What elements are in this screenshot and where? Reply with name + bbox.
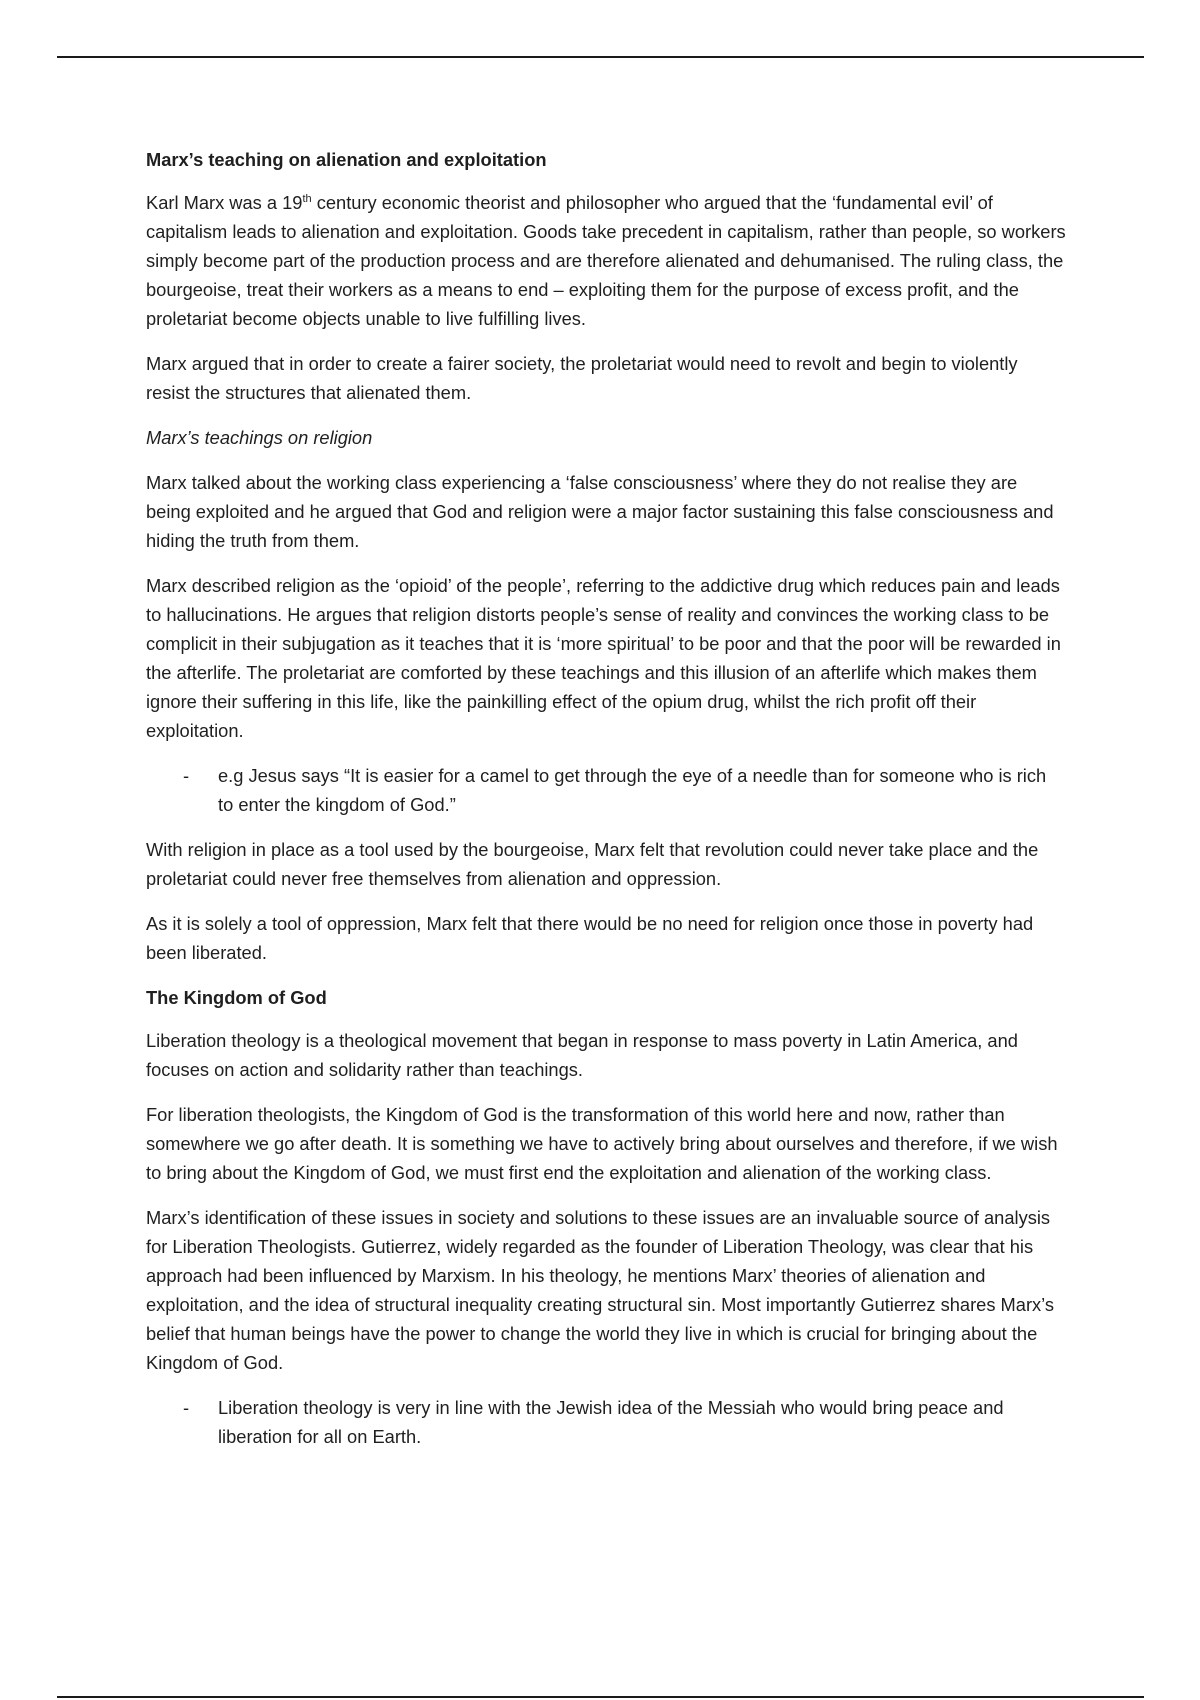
bullet-marker: - xyxy=(183,765,190,786)
paragraph-kingdom-transformation: For liberation theologists, the Kingdom of God is the transformation of this world here and now, rather than somewhere we go after death. It is something we have to actively bring about ourselves and therefore, if we wish to bring about the Kingdom of God, we must first end the exploitation and alienation of the working class. xyxy=(146,1104,1058,1183)
paragraph-marx-intro xyxy=(146,188,1066,333)
bullet-marker: - xyxy=(183,1397,190,1418)
bullet-text: Liberation theology is very in line with the Jewish idea of the Messiah who would bring peace and liberation for all on Earth. xyxy=(218,1397,1004,1447)
bullet-text: e.g Jesus says “It is easier for a camel to get through the eye of a needle than for someone who is rich to enter the kingdom of God.” xyxy=(218,765,1047,815)
paragraph-opioid: Marx described religion as the ‘opioid’ of the people’, referring to the addictive drug which reduces pain and leads to hallucinations. He argues that religion distorts people’s sense of reality and convinces the working class to be complicit in their subjugation as it teaches that it is ‘more spiritual’ to be poor and that the poor will be rewarded in the afterlife. The proletariat are comforted by these teachings and this illusion of an afterlife which makes them ignore their suffering in this life, like the painkilling effect of the opium drug, whilst the rich profit off their exploitation. xyxy=(146,575,1061,741)
paragraph-gutierrez: Marx’s identification of these issues in society and solutions to these issues are an invaluable source of analysis for Liberation Theologists. Gutierrez, widely regarded as the founder of Liberation Theology, was clear that his approach had been influenced by Marxism. In his theology, he mentions Marx’ theories of alienation and exploitation, and the idea of structural inequality creating structural sin. Most importantly Gutierrez shares Marx’s belief that human beings have the power to change the world they live in which is crucial for bringing about the Kingdom of God. xyxy=(146,1207,1055,1373)
paragraph-liberation-theology: Liberation theology is a theological movement that began in response to mass poverty in Latin America, and focuses on action and solidarity rather than teachings. xyxy=(146,1030,1018,1080)
paragraph-revolt: Marx argued that in order to create a fairer society, the proletariat would need to revolt and begin to violently resist the structures that alienated them. xyxy=(146,353,1018,403)
section-heading-alienation: Marx’s teaching on alienation and exploitation xyxy=(146,149,547,170)
section-heading-kingdom: The Kingdom of God xyxy=(146,987,327,1008)
superscript-ordinal: th xyxy=(302,192,312,205)
list-item xyxy=(146,1393,1066,1451)
subheading-religion: Marx’s teachings on religion xyxy=(146,427,373,448)
document-page xyxy=(146,145,1066,1467)
paragraph-text: Karl Marx was a 19 xyxy=(146,192,303,213)
paragraph-bourgeoise-tool: With religion in place as a tool used by the bourgeoise, Marx felt that revolution could never take place and the proletariat could never free themselves from alienation and oppression. xyxy=(146,839,1039,889)
paragraph-text: century economic theorist and philosopher who argued that the ‘fundamental evil’ of capitalism leads to alienation and exploitation. Goods take precedent in capitalism, rather than people, so workers simply become part of the production process and are therefore alienated and dehumanised. The ruling class, the bourgeoise, treat their workers as a means to end – exploiting them for the purpose of excess profit, and the proletariat become objects unable to live fulfilling lives. xyxy=(146,192,1066,329)
list-item xyxy=(146,761,1066,819)
header-rule xyxy=(57,56,1144,58)
paragraph-no-need-religion: As it is solely a tool of oppression, Marx felt that there would be no need for religion once those in poverty had been liberated. xyxy=(146,913,1034,963)
paragraph-false-consciousness: Marx talked about the working class experiencing a ‘false consciousness’ where they do not realise they are being exploited and he argued that God and religion were a major factor sustaining this false consciousness and hiding the truth from them. xyxy=(146,472,1054,551)
footer-rule xyxy=(57,1696,1144,1698)
